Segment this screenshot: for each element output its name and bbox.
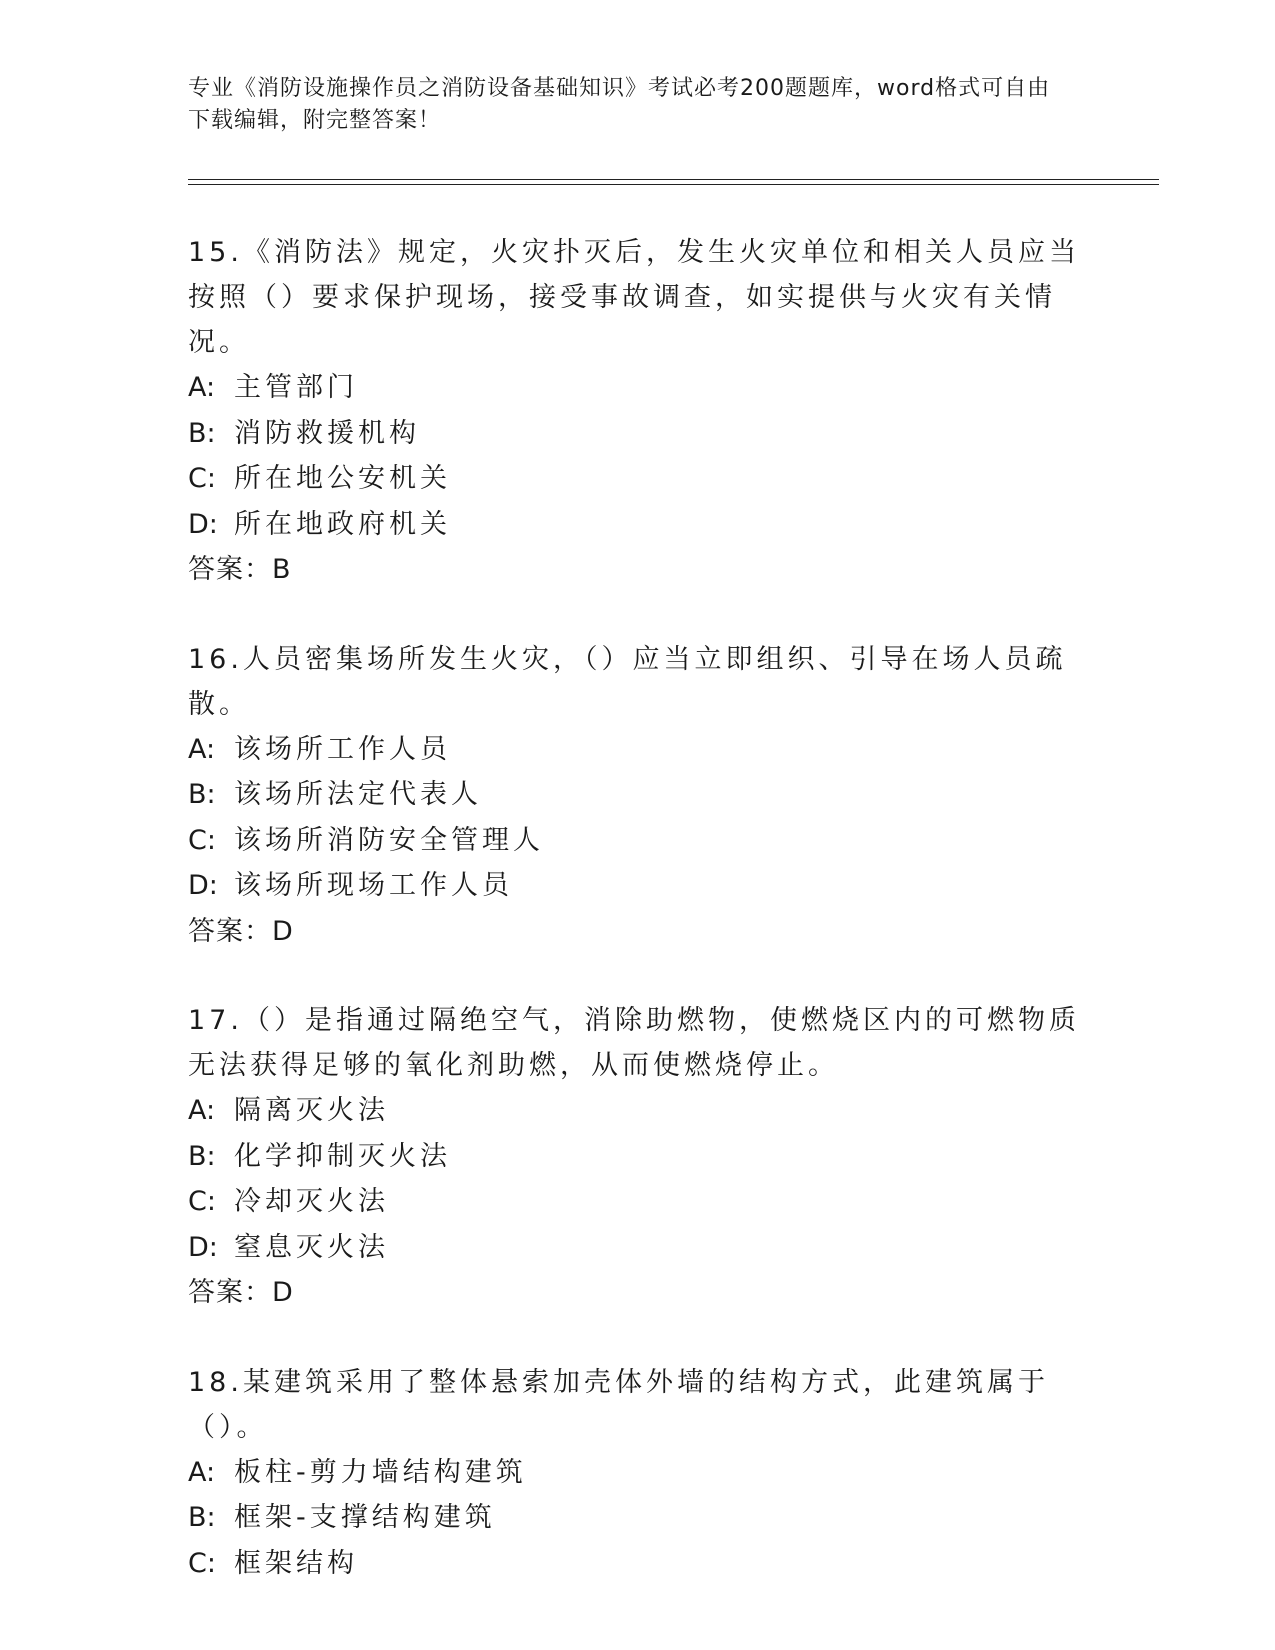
question-number: 18. xyxy=(188,1366,243,1398)
option-key: B: xyxy=(188,417,216,449)
answer-value: B xyxy=(272,554,292,585)
option-text: 窒息灭火法 xyxy=(234,1231,389,1263)
option-c xyxy=(188,456,1088,502)
question-number: 15. xyxy=(188,237,243,268)
header-divider-bottom xyxy=(188,184,1159,185)
option-text: 板柱-剪力墙结构建筑 xyxy=(234,1456,527,1488)
option-key: C: xyxy=(188,463,216,494)
question-stem xyxy=(188,230,1088,365)
option-a xyxy=(188,727,1088,773)
option-d xyxy=(188,1225,1088,1271)
option-c xyxy=(188,1541,1088,1587)
option-text: 框架-支撑结构建筑 xyxy=(234,1502,496,1533)
question-number: 17. xyxy=(188,1005,243,1036)
option-key: B: xyxy=(188,1502,216,1533)
question-number: 16. xyxy=(188,643,243,675)
option-text: 主管部门 xyxy=(234,372,358,403)
option-text: 冷却灭火法 xyxy=(234,1186,389,1217)
option-b xyxy=(188,772,1088,818)
header-divider-top xyxy=(188,179,1159,180)
option-b xyxy=(188,1495,1088,1541)
option-d xyxy=(188,863,1088,909)
option-key: C: xyxy=(188,1186,216,1217)
question-stem xyxy=(188,1360,1088,1450)
question-text: 某建筑采用了整体悬索加壳体外墙的结构方式，此建筑属于（）。 xyxy=(188,1366,1049,1443)
option-key: D: xyxy=(188,870,218,901)
option-text: 消防救援机构 xyxy=(234,417,420,449)
question-stem xyxy=(188,998,1088,1088)
answer-line xyxy=(188,909,1088,955)
option-b xyxy=(188,1134,1088,1180)
option-key: A: xyxy=(188,1456,216,1488)
question-text: 人员密集场所发生火灾，（）应当立即组织、引导在场人员疏散。 xyxy=(188,643,1067,720)
option-text: 所在地公安机关 xyxy=(234,463,451,494)
question-15 xyxy=(188,230,1088,593)
option-text: 化学抑制灭火法 xyxy=(234,1140,451,1172)
option-d xyxy=(188,502,1088,548)
answer-label: 答案： xyxy=(188,915,272,947)
header-text: 专业《消防设施操作员之消防设备基础知识》考试必考200题题库，word格式可自由下载编辑，附完整答案！ xyxy=(188,76,1051,133)
option-key: A: xyxy=(188,733,216,765)
option-key: C: xyxy=(188,1547,216,1579)
question-18 xyxy=(188,1360,1088,1587)
option-c xyxy=(188,818,1088,864)
option-b xyxy=(188,411,1088,457)
option-key: A: xyxy=(188,1095,216,1126)
option-key: D: xyxy=(188,1231,218,1263)
option-text: 该场所工作人员 xyxy=(234,733,451,765)
answer-line xyxy=(188,1270,1088,1316)
option-key: C: xyxy=(188,824,216,856)
option-text: 该场所法定代表人 xyxy=(234,779,482,810)
option-key: D: xyxy=(188,508,218,540)
question-text: （）是指通过隔绝空气，消除助燃物，使燃烧区内的可燃物质无法获得足够的氧化剂助燃，从而使燃烧停止。 xyxy=(188,1005,1080,1081)
question-text: 《消防法》规定，火灾扑灭后，发生火灾单位和相关人员应当按照（）要求保护现场，接受事故调查，如实提供与火灾有关情况。 xyxy=(188,237,1080,358)
option-text: 该场所现场工作人员 xyxy=(234,870,513,901)
option-text: 所在地政府机关 xyxy=(234,508,451,540)
answer-line xyxy=(188,547,1088,593)
answer-value: D xyxy=(272,915,294,947)
option-c xyxy=(188,1179,1088,1225)
option-a xyxy=(188,1088,1088,1134)
answer-label: 答案： xyxy=(188,1277,272,1308)
option-text: 该场所消防安全管理人 xyxy=(234,824,544,856)
option-key: B: xyxy=(188,1140,216,1172)
document-header xyxy=(188,73,1068,137)
question-list xyxy=(188,230,1088,1630)
answer-value: D xyxy=(272,1277,294,1308)
answer-label: 答案： xyxy=(188,554,272,585)
option-key: A: xyxy=(188,372,216,403)
option-a xyxy=(188,1450,1088,1496)
question-16 xyxy=(188,637,1088,955)
option-key: B: xyxy=(188,779,216,810)
option-a xyxy=(188,365,1088,411)
question-17 xyxy=(188,998,1088,1316)
option-text: 框架结构 xyxy=(234,1547,358,1579)
question-stem xyxy=(188,637,1088,727)
option-text: 隔离灭火法 xyxy=(234,1095,389,1126)
